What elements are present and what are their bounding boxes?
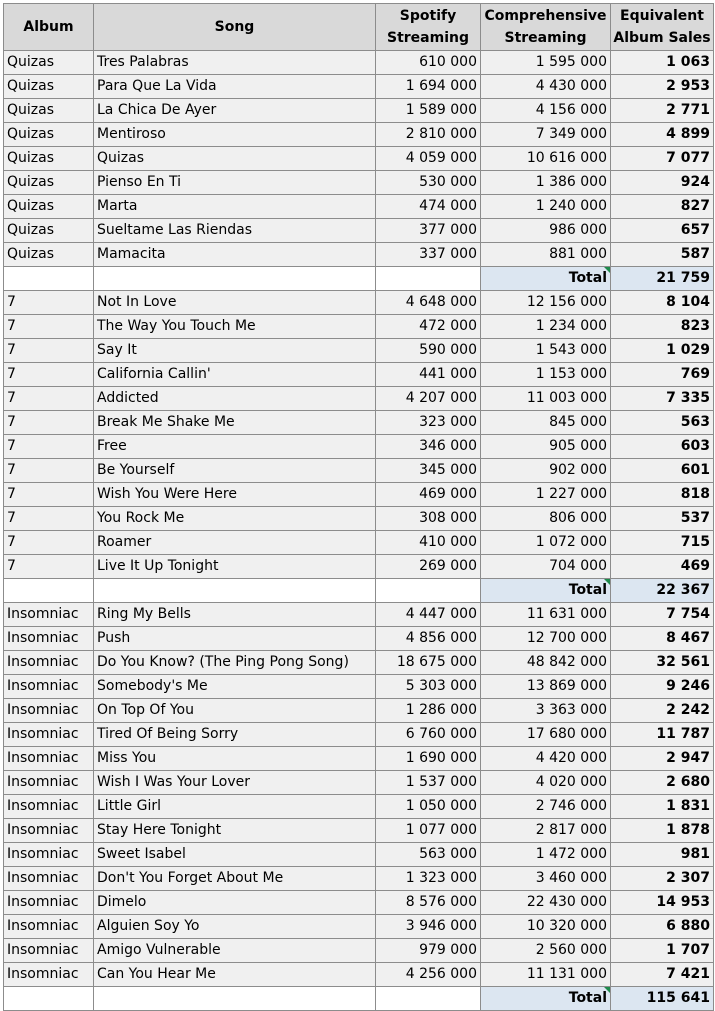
album-cell: Insomniac: [4, 795, 94, 819]
cell-flag-icon: [604, 267, 610, 273]
comprehensive-cell: 2 560 000: [481, 939, 611, 963]
spotify-cell: 337 000: [376, 243, 481, 267]
equivalent-sales-cell: 2 771: [611, 99, 714, 123]
spotify-cell: 1 286 000: [376, 699, 481, 723]
comprehensive-cell: 11 131 000: [481, 963, 611, 987]
equivalent-sales-cell: 7 421: [611, 963, 714, 987]
album-cell: Insomniac: [4, 939, 94, 963]
song-cell: Do You Know? (The Ping Pong Song): [94, 651, 376, 675]
spotify-cell: 269 000: [376, 555, 481, 579]
spotify-cell: 346 000: [376, 435, 481, 459]
equivalent-sales-cell: 715: [611, 531, 714, 555]
album-cell: 7: [4, 435, 94, 459]
equivalent-sales-cell: 9 246: [611, 675, 714, 699]
album-cell: Insomniac: [4, 603, 94, 627]
album-cell: Insomniac: [4, 963, 94, 987]
album-cell: Insomniac: [4, 723, 94, 747]
comprehensive-cell: 4 020 000: [481, 771, 611, 795]
song-cell: Somebody's Me: [94, 675, 376, 699]
equivalent-sales-cell: 14 953: [611, 891, 714, 915]
empty-cell: [376, 267, 481, 291]
spotify-cell: 308 000: [376, 507, 481, 531]
comprehensive-cell: 7 349 000: [481, 123, 611, 147]
table-row: [4, 627, 714, 651]
song-cell: You Rock Me: [94, 507, 376, 531]
comprehensive-cell: 1 153 000: [481, 363, 611, 387]
song-cell: Don't You Forget About Me: [94, 867, 376, 891]
equivalent-sales-cell: 32 561: [611, 651, 714, 675]
empty-cell: [4, 987, 94, 1011]
spotify-cell: 474 000: [376, 195, 481, 219]
song-cell: Wish You Were Here: [94, 483, 376, 507]
table-row: [4, 651, 714, 675]
spotify-cell: 590 000: [376, 339, 481, 363]
spotify-cell: 2 810 000: [376, 123, 481, 147]
equivalent-sales-cell: 603: [611, 435, 714, 459]
table-row: [4, 939, 714, 963]
comprehensive-cell: 905 000: [481, 435, 611, 459]
comprehensive-cell: 902 000: [481, 459, 611, 483]
total-value: 22 367: [611, 579, 714, 603]
table-row: [4, 387, 714, 411]
song-cell: Alguien Soy Yo: [94, 915, 376, 939]
song-cell: Be Yourself: [94, 459, 376, 483]
spotify-cell: 410 000: [376, 531, 481, 555]
table-row: [4, 195, 714, 219]
total-label-text: Total: [568, 990, 607, 1006]
empty-cell: [376, 987, 481, 1011]
header-song: Song: [94, 4, 376, 51]
equivalent-sales-cell: 8 104: [611, 291, 714, 315]
table-row: [4, 675, 714, 699]
table-row: [4, 363, 714, 387]
equivalent-sales-cell: 1 831: [611, 795, 714, 819]
song-cell: Dimelo: [94, 891, 376, 915]
table-row: [4, 435, 714, 459]
equivalent-sales-cell: 2 947: [611, 747, 714, 771]
table-row: [4, 147, 714, 171]
song-cell: Break Me Shake Me: [94, 411, 376, 435]
equivalent-sales-cell: 1 063: [611, 51, 714, 75]
empty-cell: [4, 267, 94, 291]
table-row: [4, 411, 714, 435]
spotify-cell: 4 856 000: [376, 627, 481, 651]
comprehensive-cell: 1 386 000: [481, 171, 611, 195]
table-row: [4, 291, 714, 315]
table-row: [4, 891, 714, 915]
song-cell: Sueltame Las Riendas: [94, 219, 376, 243]
album-cell: 7: [4, 387, 94, 411]
comprehensive-cell: 3 363 000: [481, 699, 611, 723]
equivalent-sales-cell: 7 335: [611, 387, 714, 411]
total-label: [481, 267, 611, 291]
equivalent-sales-cell: 2 953: [611, 75, 714, 99]
song-cell: Stay Here Tonight: [94, 819, 376, 843]
album-cell: Insomniac: [4, 771, 94, 795]
comprehensive-cell: 1 072 000: [481, 531, 611, 555]
streaming-table: [3, 3, 714, 1011]
equivalent-sales-cell: 818: [611, 483, 714, 507]
comprehensive-cell: 881 000: [481, 243, 611, 267]
table-row: [4, 219, 714, 243]
table-row: [4, 771, 714, 795]
equivalent-sales-cell: 2 307: [611, 867, 714, 891]
spotify-cell: 18 675 000: [376, 651, 481, 675]
equivalent-sales-cell: 4 899: [611, 123, 714, 147]
empty-cell: [376, 579, 481, 603]
song-cell: Para Que La Vida: [94, 75, 376, 99]
spotify-cell: 3 946 000: [376, 915, 481, 939]
comprehensive-cell: 10 616 000: [481, 147, 611, 171]
comprehensive-cell: 1 543 000: [481, 339, 611, 363]
song-cell: Amigo Vulnerable: [94, 939, 376, 963]
song-cell: Tired Of Being Sorry: [94, 723, 376, 747]
comprehensive-cell: 845 000: [481, 411, 611, 435]
equivalent-sales-cell: 563: [611, 411, 714, 435]
comprehensive-cell: 48 842 000: [481, 651, 611, 675]
spotify-cell: 530 000: [376, 171, 481, 195]
song-cell: Marta: [94, 195, 376, 219]
song-cell: On Top Of You: [94, 699, 376, 723]
equivalent-sales-cell: 657: [611, 219, 714, 243]
total-row: [4, 579, 714, 603]
comprehensive-cell: 1 234 000: [481, 315, 611, 339]
table-row: [4, 795, 714, 819]
song-cell: Mamacita: [94, 243, 376, 267]
table-body: [4, 51, 714, 1011]
table-row: [4, 123, 714, 147]
album-cell: 7: [4, 483, 94, 507]
spotify-cell: 4 059 000: [376, 147, 481, 171]
album-cell: Quizas: [4, 123, 94, 147]
album-cell: Insomniac: [4, 915, 94, 939]
comprehensive-cell: 806 000: [481, 507, 611, 531]
comprehensive-cell: 1 240 000: [481, 195, 611, 219]
song-cell: Live It Up Tonight: [94, 555, 376, 579]
comprehensive-cell: 12 700 000: [481, 627, 611, 651]
song-cell: Wish I Was Your Lover: [94, 771, 376, 795]
equivalent-sales-cell: 7 077: [611, 147, 714, 171]
equivalent-sales-cell: 587: [611, 243, 714, 267]
table-row: [4, 555, 714, 579]
total-value: 21 759: [611, 267, 714, 291]
comprehensive-cell: 4 156 000: [481, 99, 611, 123]
spotify-cell: 5 303 000: [376, 675, 481, 699]
equivalent-sales-cell: 601: [611, 459, 714, 483]
total-label: [481, 579, 611, 603]
album-cell: Insomniac: [4, 843, 94, 867]
equivalent-sales-cell: 6 880: [611, 915, 714, 939]
table-row: [4, 915, 714, 939]
spotify-cell: 4 447 000: [376, 603, 481, 627]
equivalent-sales-cell: 537: [611, 507, 714, 531]
song-cell: Ring My Bells: [94, 603, 376, 627]
song-cell: Pienso En Ti: [94, 171, 376, 195]
comprehensive-cell: 4 420 000: [481, 747, 611, 771]
comprehensive-cell: 1 595 000: [481, 51, 611, 75]
cell-flag-icon: [604, 987, 610, 993]
album-cell: Insomniac: [4, 675, 94, 699]
header-album: Album: [4, 4, 94, 51]
equivalent-sales-cell: 1 878: [611, 819, 714, 843]
empty-cell: [94, 579, 376, 603]
header-equivalent-album-sales: Equivalent Album Sales: [611, 4, 714, 51]
equivalent-sales-cell: 469: [611, 555, 714, 579]
song-cell: Mentiroso: [94, 123, 376, 147]
comprehensive-cell: 3 460 000: [481, 867, 611, 891]
spotify-cell: 1 589 000: [376, 99, 481, 123]
album-cell: Quizas: [4, 195, 94, 219]
table-row: [4, 819, 714, 843]
album-cell: Quizas: [4, 171, 94, 195]
equivalent-sales-cell: 7 754: [611, 603, 714, 627]
spotify-cell: 1 694 000: [376, 75, 481, 99]
empty-cell: [94, 987, 376, 1011]
comprehensive-cell: 11 631 000: [481, 603, 611, 627]
spotify-cell: 441 000: [376, 363, 481, 387]
total-label-text: Total: [568, 582, 607, 598]
total-label-text: Total: [568, 270, 607, 286]
equivalent-sales-cell: 2 242: [611, 699, 714, 723]
spotify-cell: 8 576 000: [376, 891, 481, 915]
song-cell: Addicted: [94, 387, 376, 411]
table-row: [4, 603, 714, 627]
song-cell: Roamer: [94, 531, 376, 555]
table-row: [4, 531, 714, 555]
album-cell: 7: [4, 363, 94, 387]
spotify-cell: 377 000: [376, 219, 481, 243]
header-row: [4, 4, 714, 51]
equivalent-sales-cell: 827: [611, 195, 714, 219]
equivalent-sales-cell: 1 029: [611, 339, 714, 363]
equivalent-sales-cell: 981: [611, 843, 714, 867]
album-cell: 7: [4, 555, 94, 579]
comprehensive-cell: 2 746 000: [481, 795, 611, 819]
spotify-cell: 4 207 000: [376, 387, 481, 411]
spotify-cell: 469 000: [376, 483, 481, 507]
table-row: [4, 315, 714, 339]
table-row: [4, 843, 714, 867]
header-spotify-streaming: Spotify Streaming: [376, 4, 481, 51]
table-row: [4, 171, 714, 195]
spotify-cell: 345 000: [376, 459, 481, 483]
song-cell: California Callin': [94, 363, 376, 387]
album-cell: Insomniac: [4, 699, 94, 723]
cell-flag-icon: [604, 579, 610, 585]
empty-cell: [94, 267, 376, 291]
table-row: [4, 339, 714, 363]
table-row: [4, 51, 714, 75]
table-row: [4, 75, 714, 99]
table-row: [4, 243, 714, 267]
album-cell: 7: [4, 315, 94, 339]
spotify-cell: 1 690 000: [376, 747, 481, 771]
album-cell: 7: [4, 339, 94, 363]
spotify-cell: 1 050 000: [376, 795, 481, 819]
comprehensive-cell: 13 869 000: [481, 675, 611, 699]
song-cell: The Way You Touch Me: [94, 315, 376, 339]
equivalent-sales-cell: 11 787: [611, 723, 714, 747]
comprehensive-cell: 1 472 000: [481, 843, 611, 867]
header-comprehensive-streaming: Comprehensive Streaming: [481, 4, 611, 51]
song-cell: Little Girl: [94, 795, 376, 819]
song-cell: Tres Palabras: [94, 51, 376, 75]
spotify-cell: 1 077 000: [376, 819, 481, 843]
song-cell: La Chica De Ayer: [94, 99, 376, 123]
equivalent-sales-cell: 1 707: [611, 939, 714, 963]
table-row: [4, 747, 714, 771]
album-cell: Insomniac: [4, 747, 94, 771]
spotify-cell: 563 000: [376, 843, 481, 867]
comprehensive-cell: 4 430 000: [481, 75, 611, 99]
spotify-cell: 4 648 000: [376, 291, 481, 315]
album-cell: 7: [4, 531, 94, 555]
song-cell: Quizas: [94, 147, 376, 171]
spotify-cell: 6 760 000: [376, 723, 481, 747]
comprehensive-cell: 22 430 000: [481, 891, 611, 915]
album-cell: Insomniac: [4, 891, 94, 915]
song-cell: Can You Hear Me: [94, 963, 376, 987]
album-cell: Insomniac: [4, 627, 94, 651]
equivalent-sales-cell: 2 680: [611, 771, 714, 795]
song-cell: Push: [94, 627, 376, 651]
comprehensive-cell: 11 003 000: [481, 387, 611, 411]
album-cell: Quizas: [4, 75, 94, 99]
table-row: [4, 483, 714, 507]
spotify-cell: 610 000: [376, 51, 481, 75]
album-cell: Quizas: [4, 219, 94, 243]
comprehensive-cell: 2 817 000: [481, 819, 611, 843]
spotify-cell: 1 323 000: [376, 867, 481, 891]
album-cell: Quizas: [4, 99, 94, 123]
album-cell: Quizas: [4, 243, 94, 267]
equivalent-sales-cell: 8 467: [611, 627, 714, 651]
album-cell: 7: [4, 459, 94, 483]
album-cell: Quizas: [4, 51, 94, 75]
album-cell: Insomniac: [4, 867, 94, 891]
song-cell: Sweet Isabel: [94, 843, 376, 867]
total-value: 115 641: [611, 987, 714, 1011]
table-row: [4, 723, 714, 747]
spotify-cell: 979 000: [376, 939, 481, 963]
table-row: [4, 867, 714, 891]
comprehensive-cell: 1 227 000: [481, 483, 611, 507]
comprehensive-cell: 12 156 000: [481, 291, 611, 315]
comprehensive-cell: 17 680 000: [481, 723, 611, 747]
table-row: [4, 963, 714, 987]
equivalent-sales-cell: 769: [611, 363, 714, 387]
table-row: [4, 699, 714, 723]
total-row: [4, 987, 714, 1011]
spotify-cell: 323 000: [376, 411, 481, 435]
comprehensive-cell: 986 000: [481, 219, 611, 243]
song-cell: Free: [94, 435, 376, 459]
song-cell: Miss You: [94, 747, 376, 771]
song-cell: Say It: [94, 339, 376, 363]
total-row: [4, 267, 714, 291]
comprehensive-cell: 10 320 000: [481, 915, 611, 939]
album-cell: 7: [4, 291, 94, 315]
spotify-cell: 472 000: [376, 315, 481, 339]
album-cell: 7: [4, 411, 94, 435]
empty-cell: [4, 579, 94, 603]
album-cell: 7: [4, 507, 94, 531]
album-cell: Insomniac: [4, 819, 94, 843]
table-row: [4, 459, 714, 483]
total-label: [481, 987, 611, 1011]
spotify-cell: 4 256 000: [376, 963, 481, 987]
comprehensive-cell: 704 000: [481, 555, 611, 579]
spotify-cell: 1 537 000: [376, 771, 481, 795]
song-cell: Not In Love: [94, 291, 376, 315]
album-cell: Quizas: [4, 147, 94, 171]
equivalent-sales-cell: 823: [611, 315, 714, 339]
table-row: [4, 99, 714, 123]
album-cell: Insomniac: [4, 651, 94, 675]
equivalent-sales-cell: 924: [611, 171, 714, 195]
table-row: [4, 507, 714, 531]
